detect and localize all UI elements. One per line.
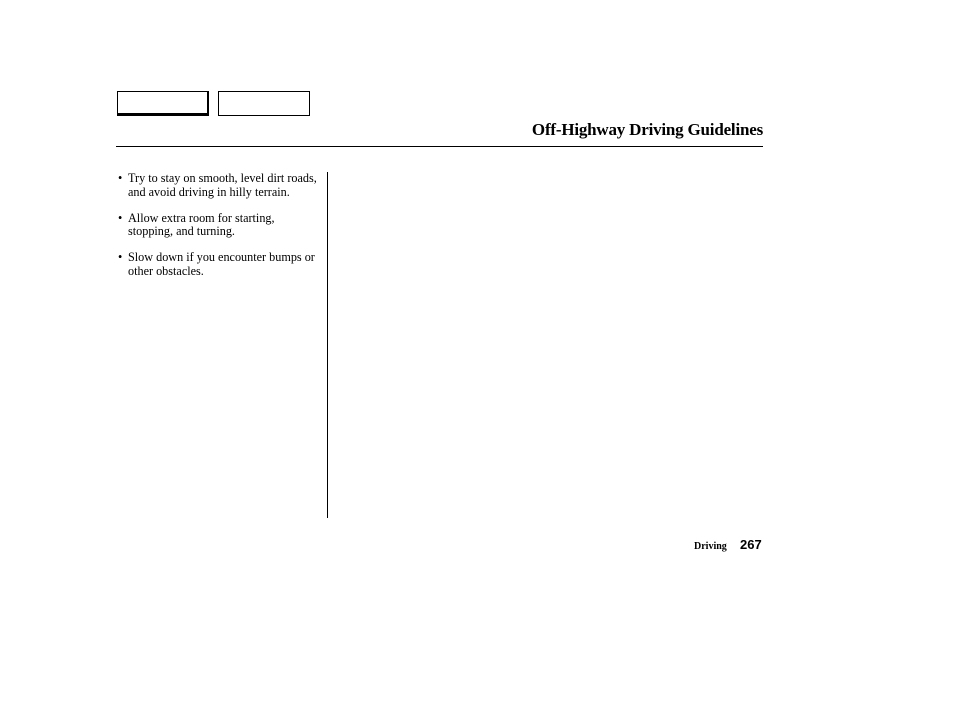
page-number: 267 bbox=[740, 537, 762, 552]
bullet-icon: • bbox=[118, 171, 123, 185]
nav-button-next[interactable] bbox=[218, 91, 310, 116]
page-title: Off-Highway Driving Guidelines bbox=[531, 120, 763, 139]
bullet-icon: • bbox=[118, 210, 123, 225]
nav-button-previous[interactable] bbox=[117, 91, 209, 116]
guidelines-list bbox=[118, 172, 322, 278]
guidelines-column bbox=[118, 172, 322, 291]
bullet-icon: • bbox=[118, 250, 123, 264]
list-item-text: Slow down if you encounter bumps or other obstacles. bbox=[128, 250, 315, 278]
list-item bbox=[118, 212, 322, 239]
title-divider bbox=[116, 146, 763, 147]
column-divider bbox=[327, 172, 328, 518]
list-item bbox=[118, 251, 322, 278]
list-item bbox=[118, 172, 322, 199]
footer-section-label: Driving bbox=[694, 541, 727, 552]
list-item-text: Allow extra room for starting, stopping, and turning. bbox=[128, 210, 275, 238]
list-item-text: Try to stay on smooth, level dirt roads, and avoid driving in hilly terrain. bbox=[128, 171, 317, 199]
